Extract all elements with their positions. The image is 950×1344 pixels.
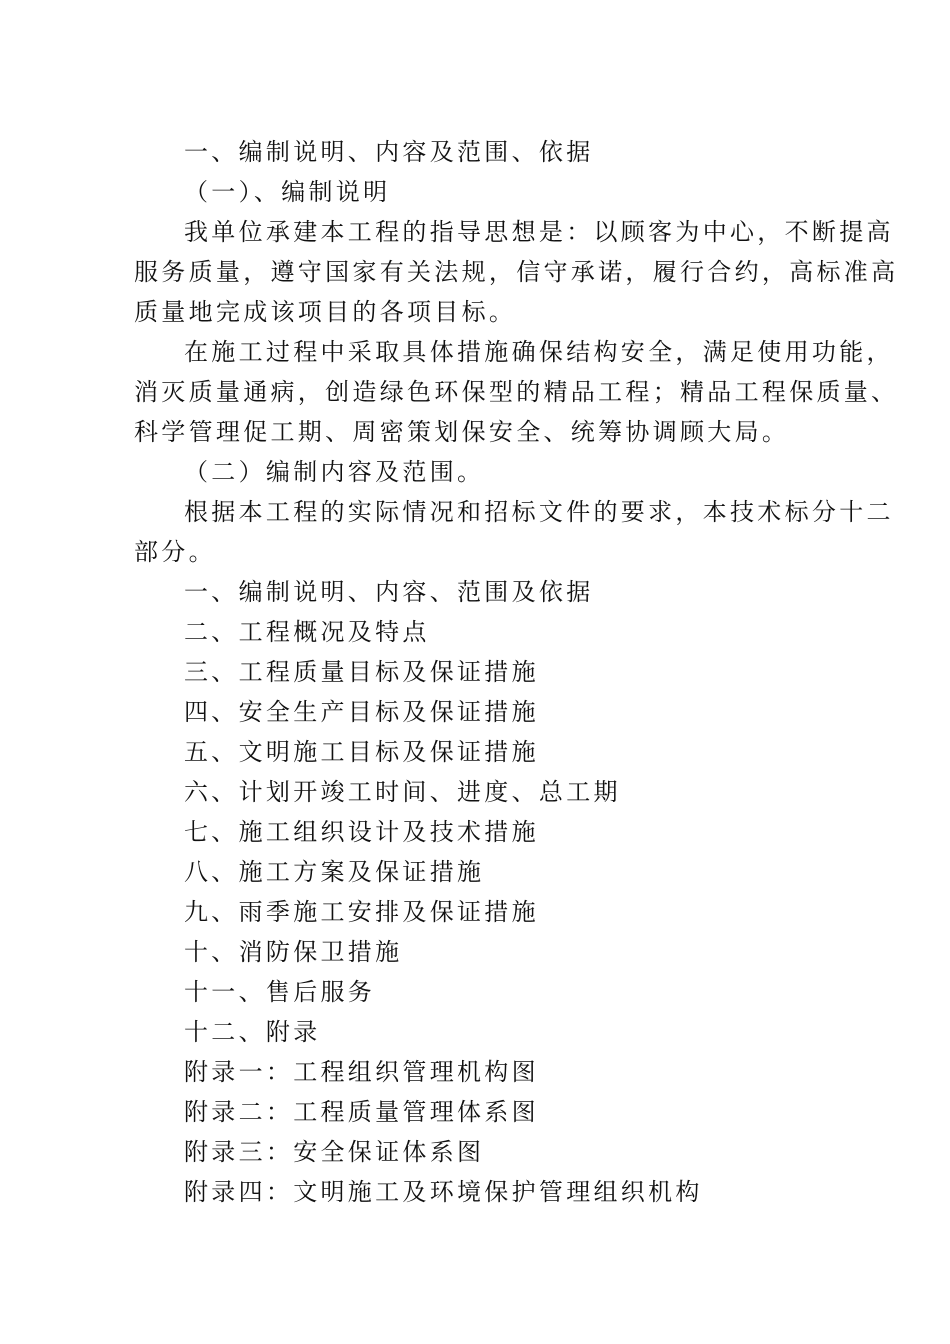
list-item: 六、计划开竣工时间、进度、总工期 xyxy=(184,778,621,806)
list-item: 四、安全生产目标及保证措施 xyxy=(184,698,539,726)
paragraph-line: 部分。 xyxy=(134,538,216,566)
list-item: 十一、售后服务 xyxy=(184,978,376,1006)
section-heading: 一、编制说明、内容及范围、依据 xyxy=(184,138,594,166)
list-item: 九、雨季施工安排及保证措施 xyxy=(184,898,539,926)
paragraph-line: 在施工过程中采取具体措施确保结构安全，满足使用功能， xyxy=(184,338,894,366)
list-item: 十二、附录 xyxy=(184,1018,321,1046)
subsection-heading: （二）编制内容及范围。 xyxy=(184,458,485,486)
appendix-item: 附录四：文明施工及环境保护管理组织机构 xyxy=(184,1178,703,1206)
list-item: 三、工程质量目标及保证措施 xyxy=(184,658,539,686)
paragraph-line: 根据本工程的实际情况和招标文件的要求，本技术标分十二 xyxy=(184,498,894,526)
list-item: 二、工程概况及特点 xyxy=(184,618,430,646)
paragraph-line: 我单位承建本工程的指导思想是：以顾客为中心，不断提高 xyxy=(184,218,894,246)
paragraph-line: 消灭质量通病，创造绿色环保型的精品工程；精品工程保质量、 xyxy=(134,378,899,406)
list-item: 八、施工方案及保证措施 xyxy=(184,858,485,886)
paragraph-line: 质量地完成该项目的各项目标。 xyxy=(134,298,517,326)
list-item: 十、消防保卫措施 xyxy=(184,938,403,966)
appendix-item: 附录三：安全保证体系图 xyxy=(184,1138,485,1166)
list-item: 一、编制说明、内容、范围及依据 xyxy=(184,578,594,606)
appendix-item: 附录二：工程质量管理体系图 xyxy=(184,1098,539,1126)
appendix-item: 附录一：工程组织管理机构图 xyxy=(184,1058,539,1086)
list-item: 七、施工组织设计及技术措施 xyxy=(184,818,539,846)
paragraph-line: 服务质量，遵守国家有关法规，信守承诺，履行合约，高标准高 xyxy=(134,258,899,286)
subsection-heading: （一）、编制说明 xyxy=(184,178,391,206)
list-item: 五、文明施工目标及保证措施 xyxy=(184,738,539,766)
paragraph-line: 科学管理促工期、周密策划保安全、统筹协调顾大局。 xyxy=(134,418,790,446)
